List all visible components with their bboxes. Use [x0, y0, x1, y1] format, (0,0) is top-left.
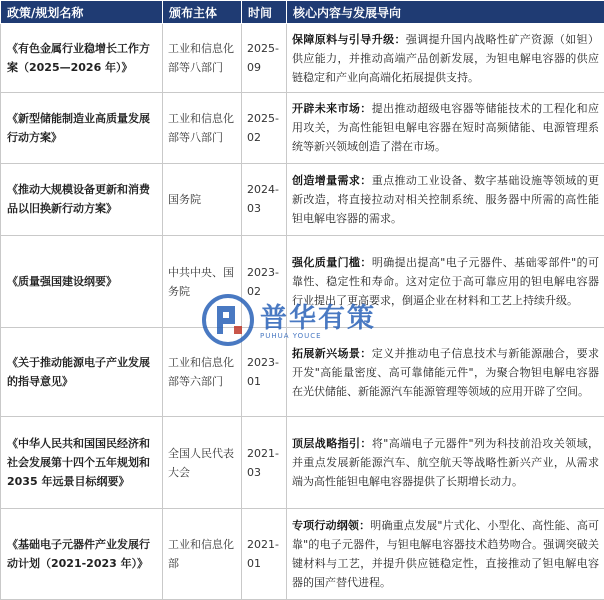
content-lead: 创造增量需求： [292, 173, 372, 187]
issuer: 全国人民代表大会 [163, 417, 242, 508]
core-content [287, 328, 604, 417]
header-policy-name: 政策/规划名称 [1, 1, 163, 24]
table-row [1, 163, 604, 235]
table-row [1, 24, 604, 93]
core-content [287, 235, 604, 327]
issue-time: 2024-03 [242, 163, 287, 235]
content-body: 明确重点发展"片式化、小型化、高性能、高可靠"的电子元器件，与钽电解电容器技术趋势吻合。强调突破关键材料与工艺，并提升供应链稳定性，直接推动了钽电解电容器的国产替代进程。 [292, 518, 599, 589]
issuer: 国务院 [163, 163, 242, 235]
table-row [1, 93, 604, 163]
issuer: 工业和信息化部 [163, 508, 242, 599]
policy-name: 《关于推动能源电子产业发展的指导意见》 [1, 328, 163, 417]
policy-name: 《质量强国建设纲要》 [1, 235, 163, 327]
issue-time: 2023-02 [242, 235, 287, 327]
table-row [1, 235, 604, 327]
content-lead: 强化质量门槛： [292, 256, 372, 270]
core-content [287, 24, 604, 93]
content-body: 定义并推动电子信息技术与新能源融合，要求开发"高能量密度、高可靠储能元件"，为聚合物钽电解电容器在光伏储能、新能源汽车能源管理等领域的应用开辟了空间。 [292, 346, 600, 398]
content-lead: 保障原料与引导升级： [292, 32, 406, 46]
issue-time: 2025-02 [242, 93, 287, 163]
header-content: 核心内容与发展导向 [287, 1, 604, 24]
issuer: 工业和信息化部等六部门 [163, 328, 242, 417]
table-row [1, 417, 604, 508]
core-content [287, 508, 604, 599]
content-lead: 开辟未来市场： [292, 102, 372, 116]
header-time: 时间 [242, 1, 287, 24]
content-body: 重点推动工业设备、数字基础设施等领域的更新改造，将直接拉动对相关控制系统、服务器中所需的高性能钽电解电容器的需求。 [292, 173, 600, 225]
header-issuer: 颁布主体 [163, 1, 242, 24]
issuer: 中共中央、国务院 [163, 235, 242, 327]
policy-name: 《推动大规模设备更新和消费品以旧换新行动方案》 [1, 163, 163, 235]
policy-name: 《有色金属行业稳增长工作方案（2025—2026 年）》 [1, 24, 163, 93]
content-lead: 专项行动纲领： [292, 518, 371, 532]
core-content [287, 93, 604, 163]
policy-name: 《中华人民共和国国民经济和社会发展第十四个五年规划和 2035 年远景目标纲要》 [1, 417, 163, 508]
content-body: 提出推动超级电容器等储能技术的工程化和应用攻关，为高性能钽电解电容器在短时高频储能、电源管理系统等新兴领域创造了潜在市场。 [292, 102, 600, 154]
content-body: 明确提出提高"电子元器件、基础零部件"的可靠性、稳定性和寿命。这对定位于高可靠应用的钽电解电容器行业提出了更高要求，倒逼企业在材料和工艺上持续升级。 [292, 256, 600, 308]
policy-name: 《新型储能制造业高质量发展行动方案》 [1, 93, 163, 163]
issue-time: 2021-01 [242, 508, 287, 599]
policy-name: 《基础电子元器件产业发展行动计划（2021-2023 年）》 [1, 508, 163, 599]
content-lead: 顶层战略指引： [292, 437, 372, 451]
content-body: 将"高端电子元器件"列为科技前沿攻关领域，并重点发展新能源汽车、航空航天等战略性新兴产业，从需求端为高性能钽电解电容器提供了长期增长动力。 [292, 437, 600, 489]
table-row [1, 328, 604, 417]
watermark-sub: PUHUA YOUCE [260, 332, 322, 340]
core-content [287, 417, 604, 508]
issue-time: 2023-01 [242, 328, 287, 417]
issue-time: 2025-09 [242, 24, 287, 93]
watermark-brand: 普华有策 [260, 303, 376, 334]
issue-time: 2021-03 [242, 417, 287, 508]
issuer: 工业和信息化部等八部门 [163, 24, 242, 93]
issuer: 工业和信息化部等八部门 [163, 93, 242, 163]
content-body: 强调提升国内战略性矿产资源（如钽）供应能力，并推动高端产品创新发展，为钽电解电容器的供应链稳定和产业向高端化拓展提供支持。 [292, 32, 600, 84]
core-content [287, 163, 604, 235]
table-row [1, 508, 604, 599]
table-header-row [1, 1, 604, 24]
content-lead: 拓展新兴场景： [292, 346, 372, 360]
